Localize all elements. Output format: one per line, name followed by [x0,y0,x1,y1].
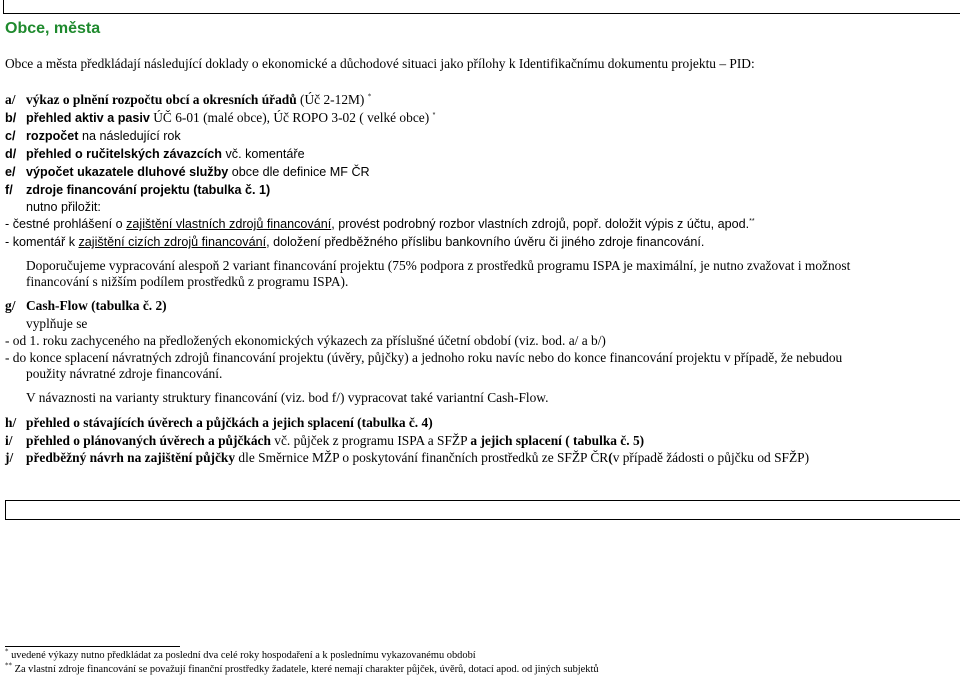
item-text: ÚČ 6-01 (malé obce), Úč ROPO 3-02 ( velké obce) [149,110,430,125]
empty-frame-box [5,500,960,520]
item-title: výpočet ukazatele dluhové služby [26,165,229,179]
item-title-2: a jejich splacení ( tabulka č. 5) [470,433,645,448]
item-label: d/ [5,147,17,161]
footnote-mark: * [432,111,436,119]
item-f-bullet-1 [5,216,755,232]
item-title: přehled o ručitelských závazcích [26,147,222,161]
item-g-bullet-2: - do konce splacení návratných zdrojů financování projektu (úvěry, půjčky) a jednoho roku navíc nebo do konce financování projektu v případě, že nebudou [5,350,843,365]
item-label: e/ [5,165,16,179]
footnote-mark: * [367,92,372,101]
item-g-paragraph: V návaznosti na varianty struktury financování (viz. bod f/) vypracovat také variantní Cash-Flow. [26,390,549,405]
bullet-text: , provést podrobný rozbor vlastních zdrojů, popř. doložit výpis z účtu, apod. [331,217,750,231]
item-g-subtitle: vyplňuje se [26,316,88,331]
item-a [5,92,371,108]
item-text-bold: ( [608,450,613,465]
section-title: Obce, města [5,20,101,37]
item-text: vč. půjček z programu ISPA a SFŽP [270,433,471,448]
item-f-bullet-2 [5,234,704,250]
intro-paragraph: Obce a města předkládají následující doklady o ekonomické a důchodové situaci jako přílohy k Identifikačnímu dokumentu projektu – PID: [5,56,755,71]
footnote-1 [5,647,476,662]
page-frame-top [3,0,960,14]
item-label: h/ [5,415,17,430]
footnote-mark: ** [749,217,755,225]
item-h [5,415,433,431]
item-label: g/ [5,298,16,313]
item-text: (Úč 2-12M) [296,92,365,107]
underlined-text: zajištění cizích zdrojů financování [78,235,267,249]
underlined-text: zajištění vlastních zdrojů financování [126,217,332,231]
item-text: vč. komentáře [221,147,305,161]
item-label: c/ [5,129,16,143]
item-title: přehled o plánovaných úvěrech a půjčkách [26,433,271,448]
item-b [5,110,435,126]
item-title: předběžný návrh na zajištění půjčky [26,450,236,465]
item-f-paragraph-line-1: Doporučujeme vypracování alespoň 2 variant financování projektu (75% podpora z prostředků programu ISPA je maximální, je nutno zvažovat i možnost [26,258,851,273]
bullet-text: - komentář k [5,235,79,249]
footnote-mark: ** [5,661,12,670]
item-title: zdroje financování projektu (tabulka č. 1) [26,183,271,197]
item-i [5,433,644,449]
item-title: přehled o stávajících úvěrech a půjčkách a jejich splacení (tabulka č. 4) [26,415,433,430]
item-text: dle Směrnice MŽP o poskytování finančních prostředků ze SFŽP ČR [235,450,609,465]
item-d [5,146,305,162]
item-g [5,298,167,314]
item-title: přehled aktiv a pasiv [26,111,150,125]
item-title: výkaz o plnění rozpočtu obcí a okresních úřadů [26,92,297,107]
item-title: rozpočet [26,129,79,143]
item-label: i/ [5,433,13,448]
bullet-text: - čestné prohlášení o [5,217,127,231]
item-text: na následující rok [78,129,181,143]
footnote-2 [5,661,599,676]
item-g-bullet-1: - od 1. roku zachyceného na předložených ekonomických výkazech za příslušné účetní období (viz. bod. a/ a b/) [5,333,606,348]
item-f [5,182,270,198]
bullet-text: , doložení předběžného příslibu bankovního úvěru či jiného zdroje financování. [266,235,705,249]
item-g-bullet-2-cont: použity návratné zdroje financování. [26,366,223,381]
item-c [5,128,181,144]
item-f-subtitle: nutno přiložit: [26,200,101,214]
footnote-rule [5,646,180,647]
footnote-mark: * [5,647,9,656]
item-label: b/ [5,111,17,125]
item-text-2: v případě žádosti o půjčku od SFŽP) [612,450,810,465]
item-label: j/ [5,450,14,465]
item-label: a/ [5,92,16,107]
footnote-text: uvedené výkazy nutno předkládat za poslední dva celé roky hospodaření a k poslednímu vykazovanému období [8,650,476,661]
footnote-text: Za vlastní zdroje financování se považují finanční prostředky žadatele, které nemají charakter půjček, úvěrů, dotací apod. od jiných subjektů [12,664,599,675]
item-label: f/ [5,183,13,197]
item-title: Cash-Flow (tabulka č. 2) [26,298,167,313]
item-e [5,164,370,180]
item-j [5,450,809,466]
item-f-paragraph-line-2: financování s nižším podílem prostředků z programu ISPA). [26,274,349,289]
item-text: obce dle definice MF ČR [228,165,370,179]
